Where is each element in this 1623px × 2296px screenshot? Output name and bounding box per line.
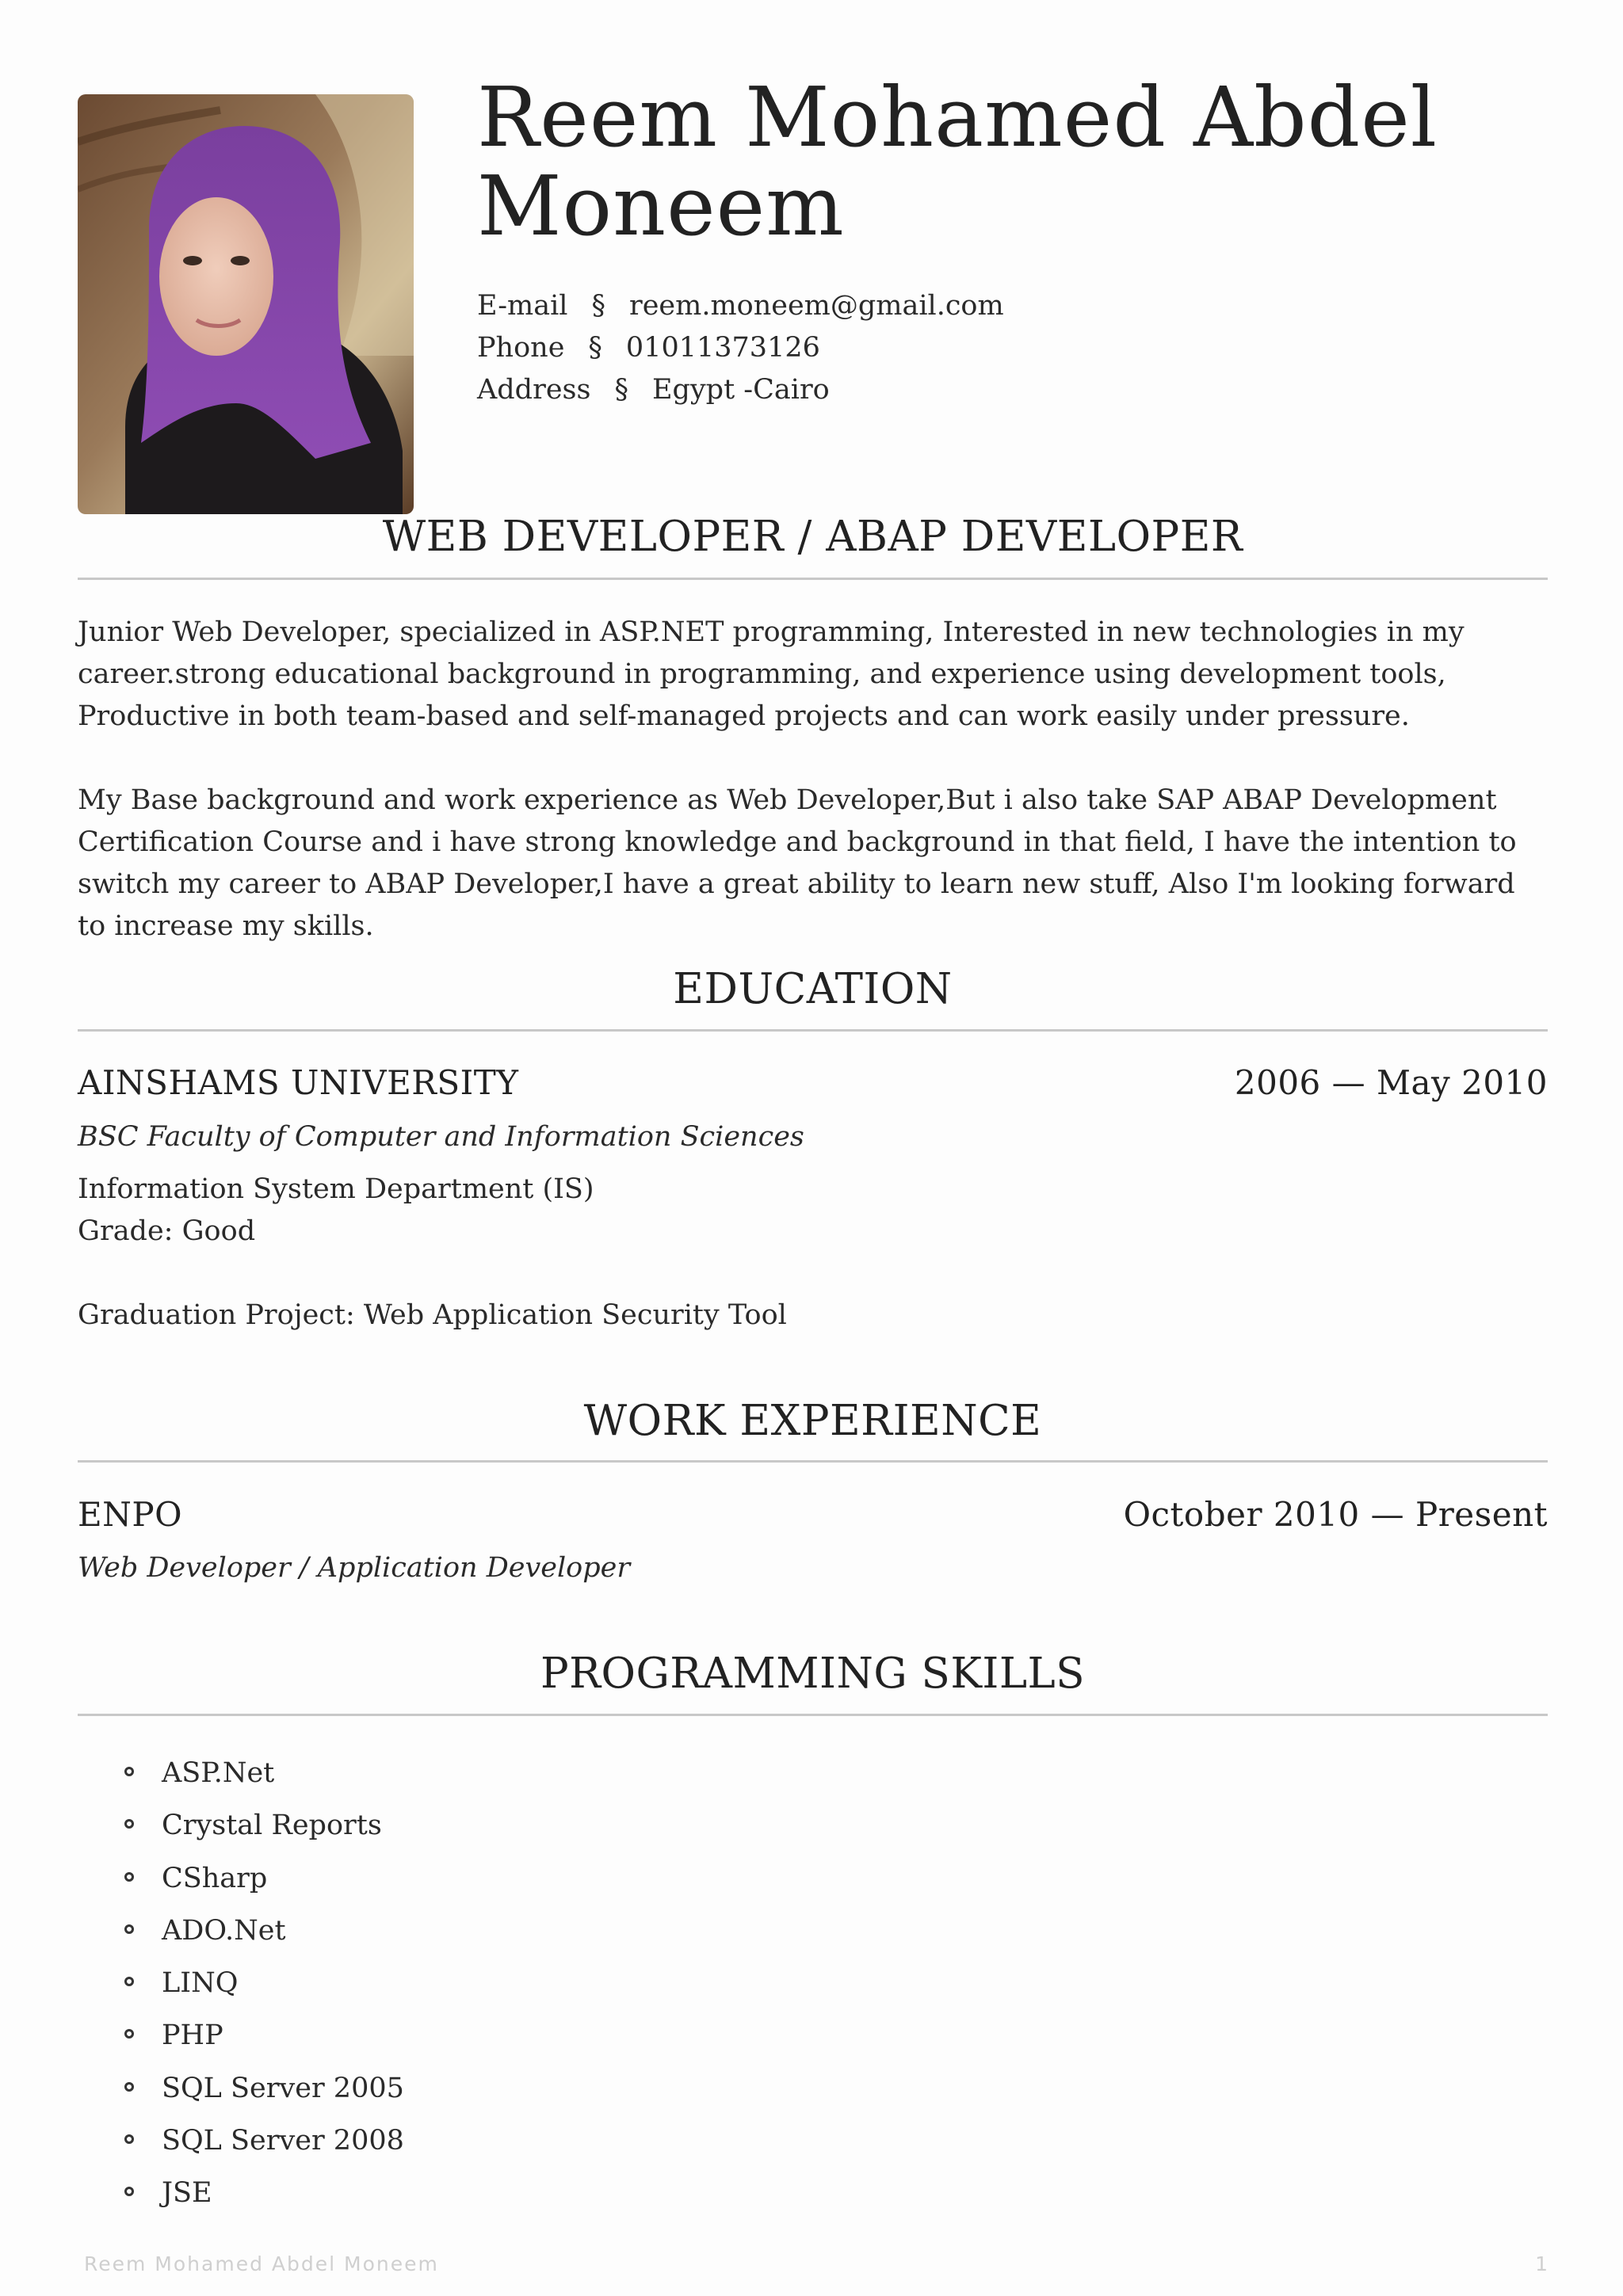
resume-page <box>78 0 1548 2296</box>
list-item <box>78 1957 404 2009</box>
circle-bullet-icon <box>124 1872 134 1882</box>
section-divider <box>78 1029 1548 1032</box>
programming-skills-title: PROGRAMMING SKILLS <box>540 1650 1086 1698</box>
circle-bullet-icon <box>124 2082 134 2092</box>
list-item <box>78 2115 404 2167</box>
skills-list <box>78 1747 404 2219</box>
address-value: Egypt -Cairo <box>651 374 830 406</box>
list-item <box>78 1905 404 1957</box>
skill-label: ADO.Net <box>162 1914 286 1947</box>
list-item <box>78 1799 404 1852</box>
skill-label: Crystal Reports <box>162 1810 382 1842</box>
education-title: EDUCATION <box>673 965 953 1013</box>
skill-label: SQL Server 2005 <box>162 2072 404 2104</box>
candidate-name: Reem Mohamed Abdel Moneem <box>477 69 1438 254</box>
education-degree: BSC Faculty of Computer and Information Sciences <box>78 1121 804 1153</box>
section-divider <box>78 578 1548 580</box>
page-number: 1 <box>1535 2252 1548 2275</box>
list-item <box>78 2167 404 2219</box>
skill-label: PHP <box>162 2019 223 2052</box>
circle-bullet-icon <box>124 2029 134 2039</box>
resume-header <box>78 0 1548 517</box>
section-divider <box>78 1714 1548 1716</box>
skill-label: LINQ <box>162 1967 239 1999</box>
contact-email-row <box>477 285 1004 327</box>
skill-label: CSharp <box>162 1862 268 1894</box>
work-dates: October 2010 — Present <box>1123 1495 1548 1534</box>
work-role: Web Developer / Application Developer <box>78 1552 631 1584</box>
profile-summary-paragraph: Junior Web Developer, specialized in ASP.NET programming, Interested in new technologies in my career.strong educational background in programming, and experience using development tools, Productive in both team-based and self-managed projects and can work easily under pressure. <box>78 616 1465 732</box>
circle-bullet-icon <box>124 2187 134 2196</box>
circle-bullet-icon <box>124 1924 134 1934</box>
circle-bullet-icon <box>124 1977 134 1986</box>
list-item <box>78 1747 404 1799</box>
work-employer: ENPO <box>78 1495 183 1534</box>
education-dates: 2006 — May 2010 <box>1234 1063 1548 1102</box>
profile-summary-paragraph: My Base background and work experience as Web Developer,But i also take SAP ABAP Development Certification Course and i have strong knowledge and background in that field, I have the intention to switch my career to ABAP Developer,I have a great ability to learn new stuff, Also I'm looking forward to increase my skills. <box>78 784 1517 942</box>
profile-photo <box>78 94 414 514</box>
section-separator-icon: § <box>588 332 602 364</box>
contact-info <box>477 285 1004 411</box>
phone-value: 01011373126 <box>625 332 820 364</box>
circle-bullet-icon <box>124 1767 134 1776</box>
circle-bullet-icon <box>124 2134 134 2144</box>
section-divider <box>78 1460 1548 1463</box>
contact-label: Phone <box>477 332 565 364</box>
contact-phone-row <box>477 327 1004 369</box>
contact-label: E-mail <box>477 290 568 322</box>
work-experience-title: WORK EXPERIENCE <box>583 1397 1042 1445</box>
education-project: Graduation Project: Web Application Security Tool <box>78 1299 787 1331</box>
contact-address-row <box>477 369 1004 411</box>
list-item <box>78 2062 404 2115</box>
section-separator-icon: § <box>591 290 605 322</box>
section-separator-icon: § <box>614 374 628 406</box>
circle-bullet-icon <box>124 1819 134 1829</box>
profile-photo-image <box>78 94 414 514</box>
education-grade: Grade: Good <box>78 1215 256 1247</box>
profile-title: WEB DEVELOPER / ABAP DEVELOPER <box>382 513 1243 561</box>
list-item <box>78 1852 404 1905</box>
education-department: Information System Department (IS) <box>78 1173 594 1205</box>
education-institution: AINSHAMS UNIVERSITY <box>78 1063 519 1102</box>
skill-label: SQL Server 2008 <box>162 2124 404 2157</box>
email-value[interactable]: reem.moneem@gmail.com <box>628 290 1004 322</box>
list-item <box>78 2009 404 2061</box>
contact-label: Address <box>477 374 591 406</box>
skill-label: ASP.Net <box>162 1757 275 1789</box>
skill-label: JSE <box>162 2177 212 2209</box>
footer-name: Reem Mohamed Abdel Moneem <box>84 2252 439 2275</box>
